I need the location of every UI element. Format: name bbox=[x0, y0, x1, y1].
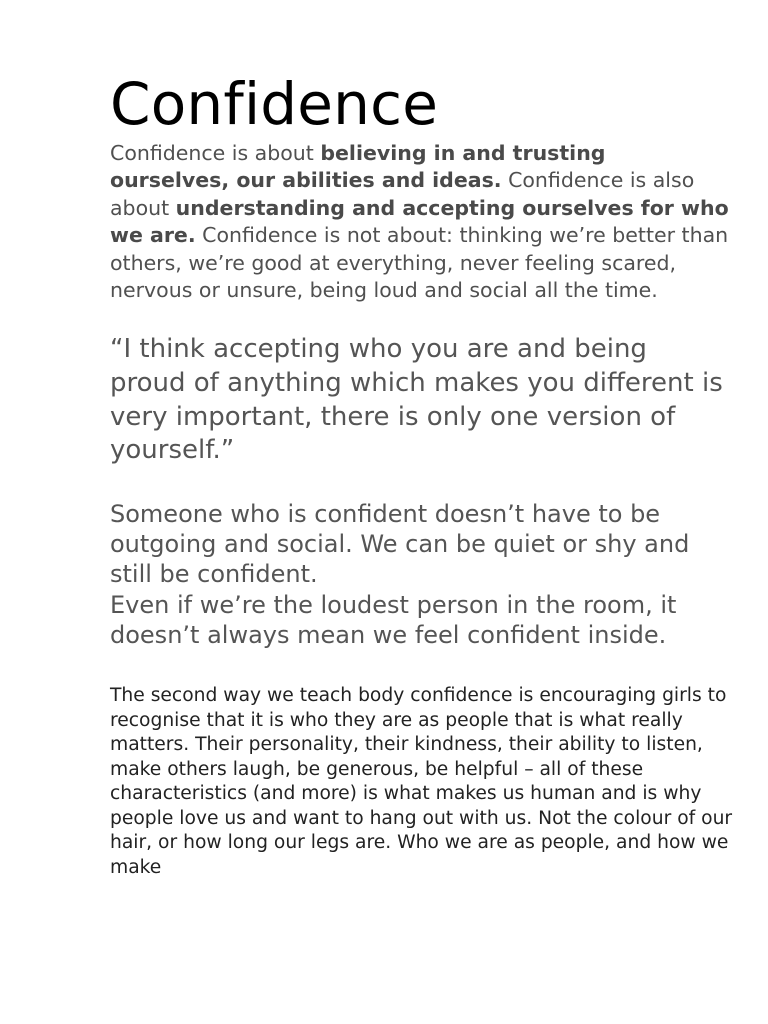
second-way-paragraph: The second way we teach body confidence is encouraging girls to recognise that it is who they are as people that is what really matters. Their personality, their kindness, their ability to listen, make others laugh, be generous, be helpful – all of these characteristics (and more) is what makes us human and is why people love us and want to hang out with us. Not the colour of our hair, or how long our legs are. Who we are as people, and how we make bbox=[110, 685, 733, 878]
document-page bbox=[110, 68, 733, 880]
intro-text-3: Confidence is not about: thinking we’re better than others, we’re good at everything, never feeling scared, nervous or unsure, being loud and social all the time. bbox=[110, 223, 729, 303]
intro-paragraph bbox=[110, 140, 730, 304]
confident-line-1: Someone who is confident doesn’t have to be outgoing and social. We can be quiet or shy and still be confident. bbox=[110, 499, 690, 589]
confident-line-2: Even if we’re the loudest person in the room, it doesn’t always mean we feel confident inside. bbox=[110, 590, 677, 649]
quote-paragraph: “I think accepting who you are and being proud of anything which makes you different is very important, there is only one version of yourself.” bbox=[110, 334, 723, 466]
confident-paragraph bbox=[110, 499, 730, 650]
intro-bold-1: believing in and trusting ourselves, our abilities and ideas. bbox=[110, 141, 606, 193]
intro-text-2: Confidence is also about bbox=[110, 168, 695, 220]
intro-bold-2: understanding and accepting ourselves for who we are. bbox=[110, 195, 729, 248]
page-title: Confidence bbox=[110, 70, 439, 138]
intro-text-1: Confidence is about bbox=[110, 141, 321, 165]
